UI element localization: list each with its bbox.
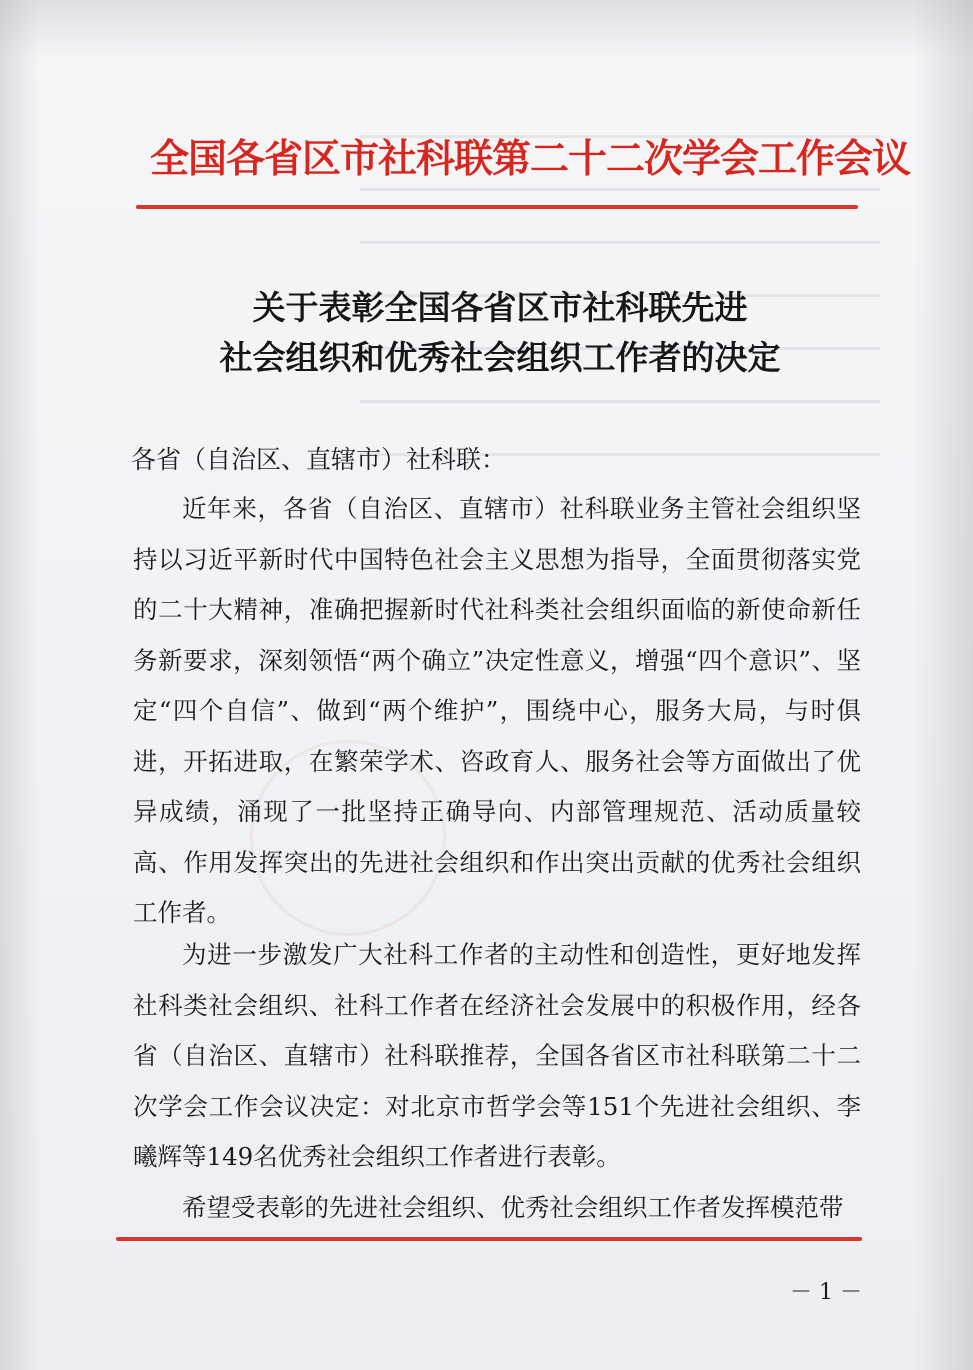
footer-red-rule	[116, 1237, 862, 1241]
page-number: － 1 －	[790, 1280, 862, 1305]
body-paragraph-3: 希望受表彰的先进社会组织、优秀社会组织工作者发挥模范带	[182, 1193, 844, 1222]
paper-shadow-top	[0, 0, 973, 60]
header-red-rule	[136, 205, 858, 209]
paper-shadow-right	[913, 0, 973, 1370]
document-header-org: 全国各省区市社科联第二十二次学会工作会议	[150, 136, 911, 182]
document-title-line-1: 关于表彰全国各省区市社科联先进	[252, 288, 748, 327]
document-title-line-2: 社会组织和优秀社会组织工作者的决定	[219, 338, 781, 377]
paper-shadow-left	[0, 0, 40, 1370]
body-paragraph-1: 近年来，各省（自治区、直辖市）社科联业务主管社会组织坚持以习近平新时代中国特色社会主义思想为指导，全面贯彻落实党的二十大精神，准确把握新时代社科类社会组织面临的新使命新任务新要求，深刻领悟“两个确立”决定性意义，增强“四个意识”、坚定“四个自信”、做到“两个维护”，围绕中心，服务大局，与时俱进，开拓进取，在繁荣学术、咨政育人、服务社会等方面做出了优异成绩，涌现了一批坚持正确导向、内部管理规范、活动质量较高、作用发挥突出的先进社会组织和作出突出贡献的优秀社会组织工作者。	[133, 494, 861, 927]
body-paragraph-2: 为进一步激发广大社科工作者的主动性和创造性，更好地发挥社科类社会组织、社科工作者在经济社会发展中的积极作用，经各省（自治区、直辖市）社科联推荐，全国各省区市社科联第二十二次学会工作会议决定：对北京市哲学会等151个先进社会组织、李曦辉等149名优秀社会组织工作者进行表彰。	[133, 940, 861, 1171]
salutation: 各省（自治区、直辖市）社科联：	[131, 445, 507, 474]
